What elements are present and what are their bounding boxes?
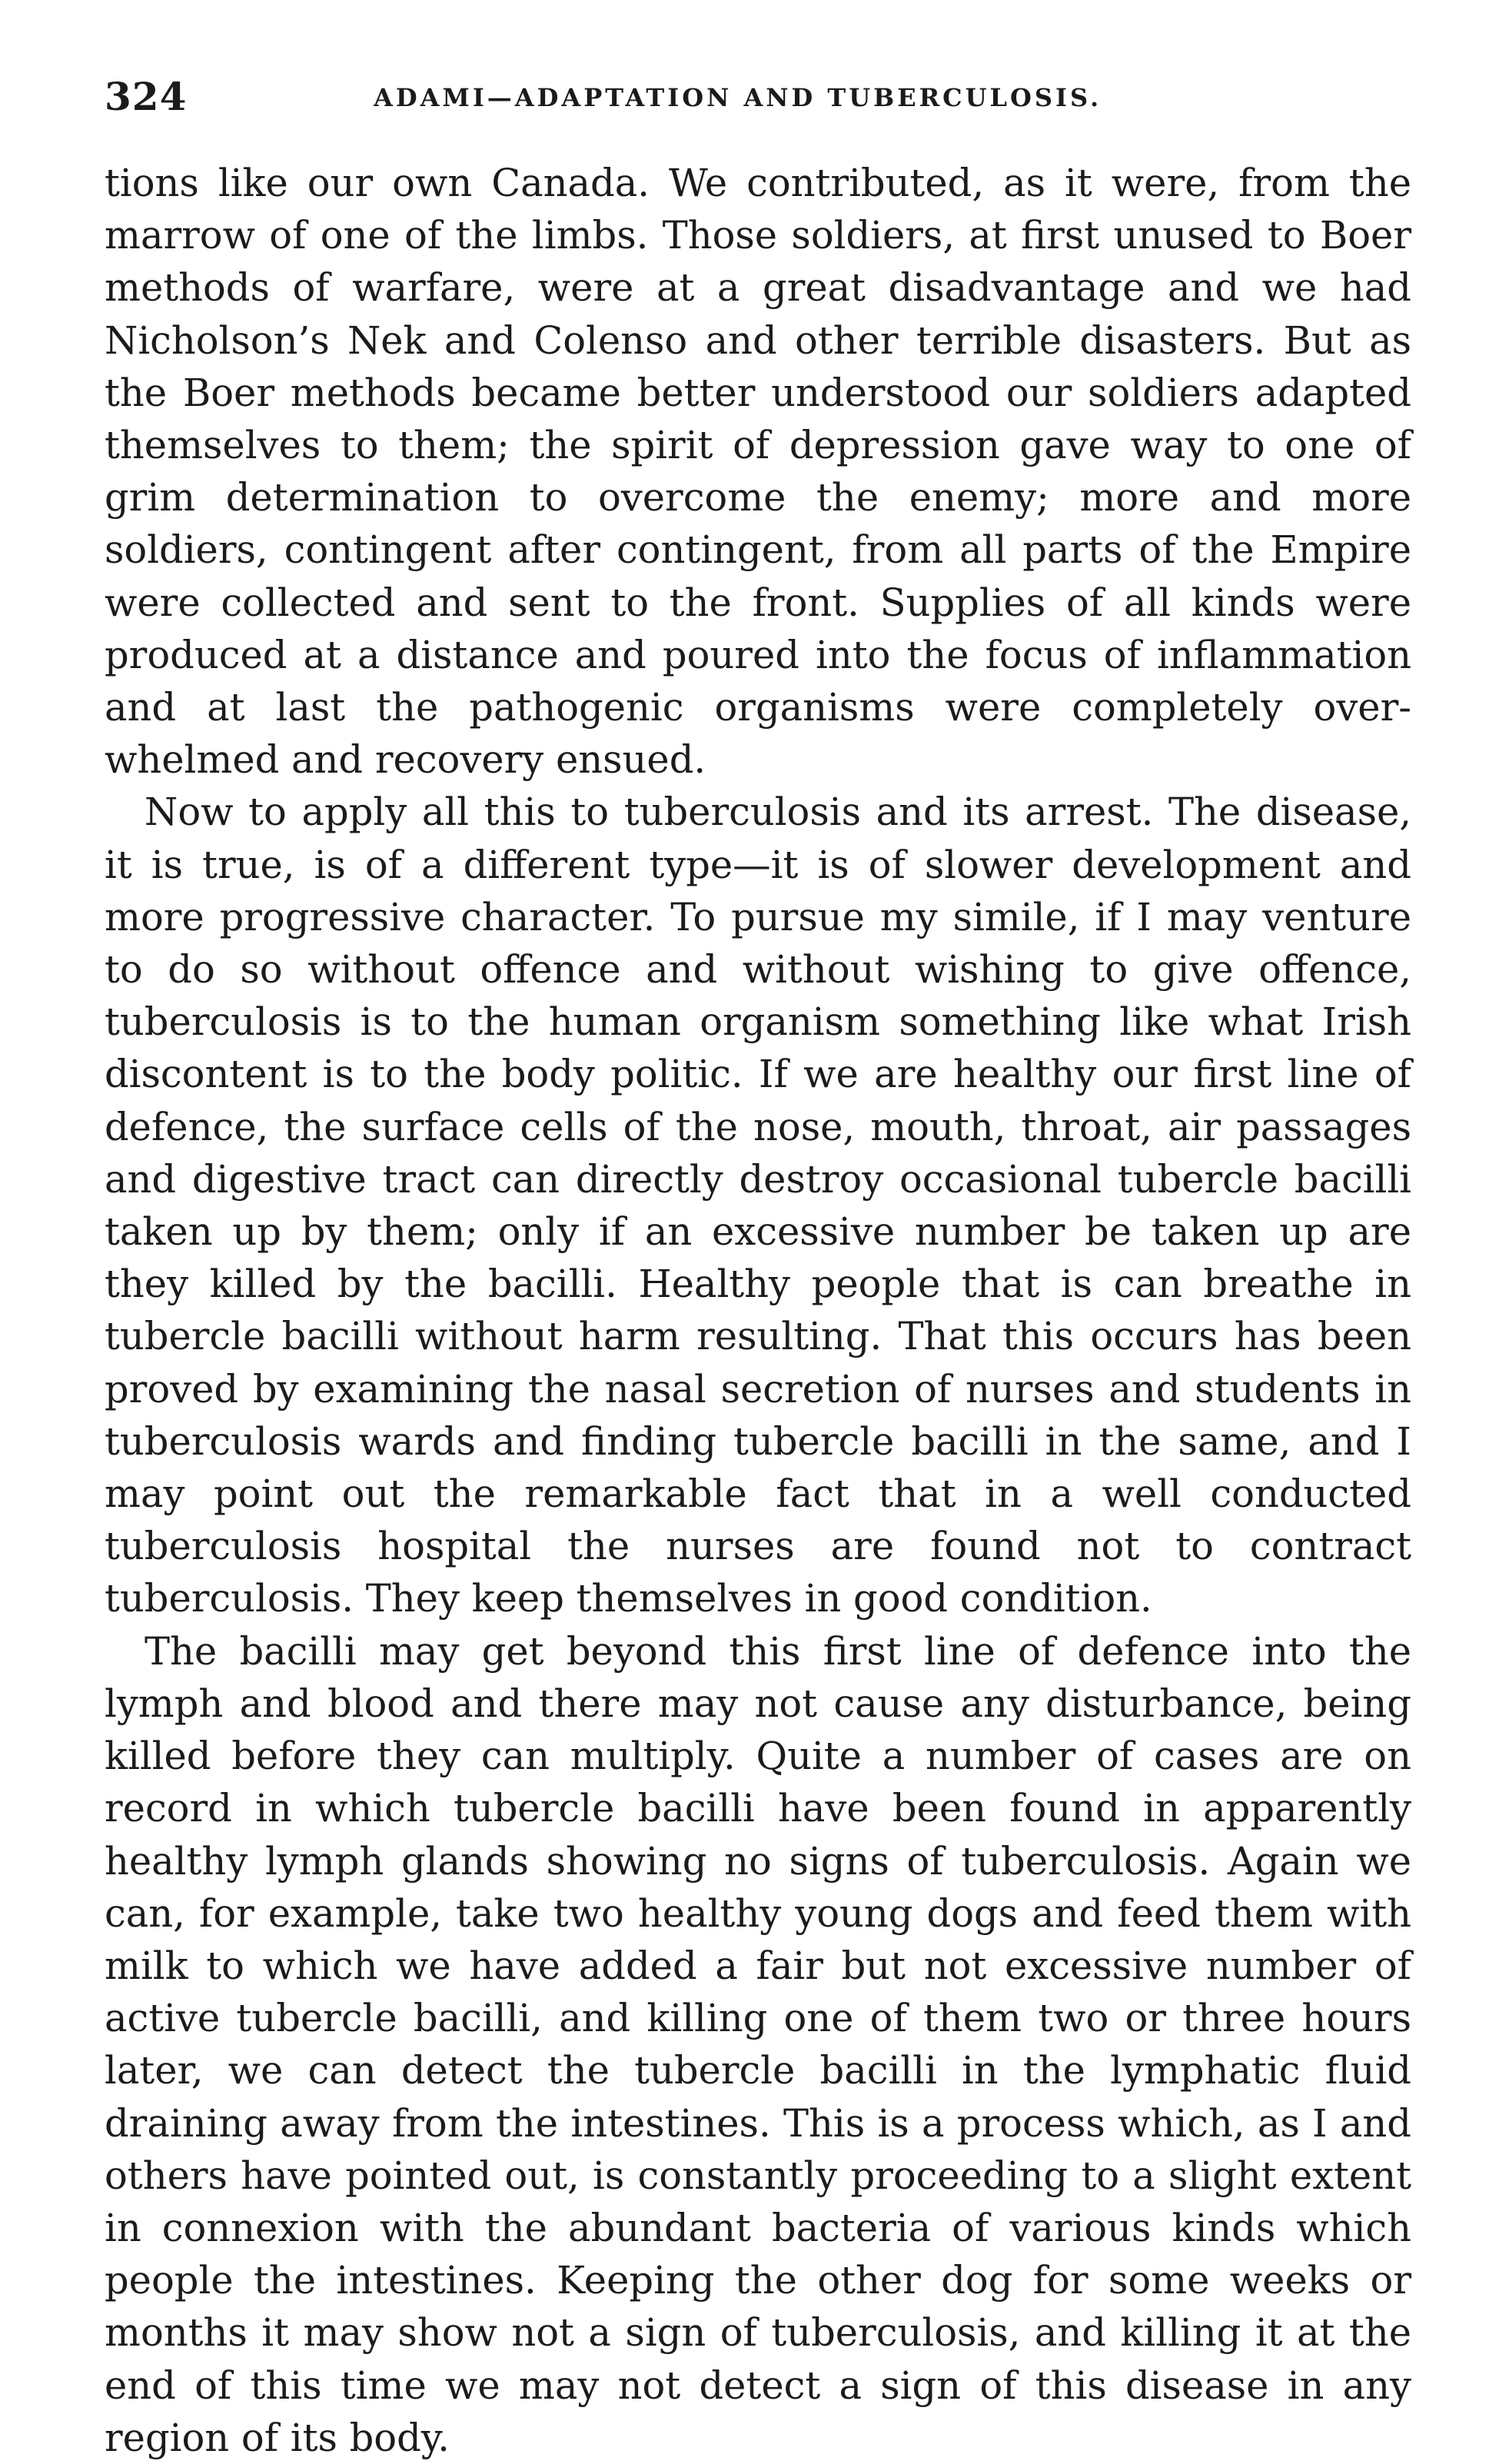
book-page	[105, 74, 1411, 2464]
page-header	[105, 74, 1411, 128]
page-number: 324	[105, 74, 188, 119]
body-text	[105, 157, 1411, 2464]
paragraph-tuberculosis-arrest: Now to apply all this to tuberculosis and its arrest. The disease, it is true, is of a different type—it is of slower development and more progressive character. To pursue my simile, if I may venture to do so without offence and without wishing to give offence, tuberculosis is to the human organism something like what Irish discontent is to the body politic. If we are healthy our first line of defence, the surface cells of the nose, mouth, throat, air passages and digestive tract can directly destroy occasional tubercle bacilli taken up by them; only if an excessive number be taken up are they killed by the bacilli. Healthy people that is can breathe in tubercle bacilli without harm resulting. That this occurs has been proved by examining the nasal secretion of nurses and students in tuberculosis wards and finding tubercle bacilli in the same, and I may point out the remarkable fact that in a well conducted tuberculosis hospital the nurses are found not to contract tuberculosis. They keep themselves in good condition.	[105, 790, 1411, 1621]
paragraph-continuation: tions like our own Canada. We contributed, as it were, from the marrow of one of the limbs. Those soldiers, at first unused to Boer methods of warfare, were at a great disadvantage and we had Nicholson’s Nek and Colenso and other terrible disasters. But as the Boer methods became better understood our soldiers adapted themselves to them; the spirit of depression gave way to one of grim determination to overcome the enemy; more and more soldiers, contingent after contingent, from all parts of the Empire were collected and sent to the front. Supplies of all kinds were produced at a distance and poured into the focus of inflammation and at last the pathogenic organisms were completely overwhelmed and recovery ensued.	[105, 161, 1411, 783]
paragraph-bacilli-lymph: The bacilli may get beyond this first line of defence into the lymph and blood and there may not cause any disturbance, being killed before they can multiply. Quite a number of cases are on record in which tubercle bacilli have been found in apparently healthy lymph glands showing no signs of tuberculosis. Again we can, for example, take two healthy young dogs and feed them with milk to which we have added a fair but not excessive number of active tubercle bacilli, and killing one of them two or three hours later, we can detect the tubercle bacilli in the lymphatic fluid draining away from the intestines. This is a process which, as I and others have pointed out, is constantly proceeding to a slight extent in connexion with the abundant bacteria of various kinds which people the intestines. Keeping the other dog for some weeks or months it may show not a sign of tuberculosis, and killing it at the end of this time we may not detect a sign of this disease in any region of its body.	[105, 1628, 1411, 2460]
running-head: ADAMI—ADAPTATION AND TUBERCULOSIS.	[374, 83, 1102, 112]
